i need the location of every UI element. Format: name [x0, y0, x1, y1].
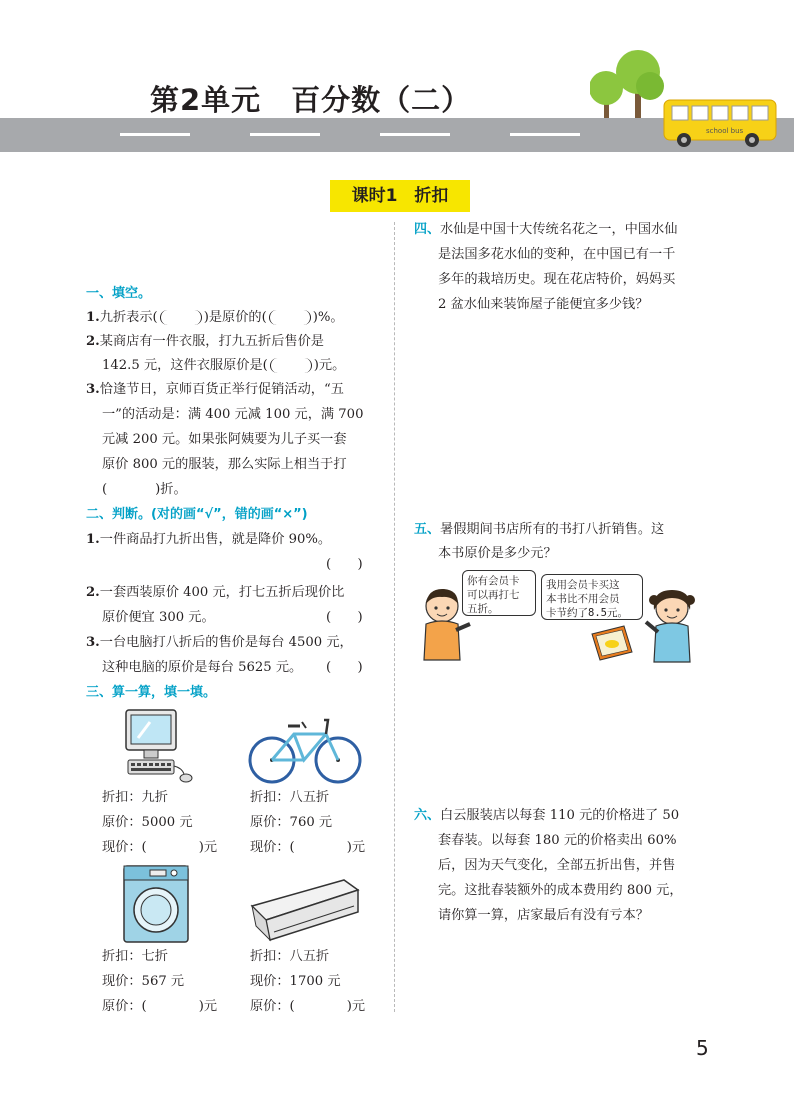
- item-computer-discount: 折扣：九折: [102, 790, 168, 805]
- road-marking: [380, 133, 450, 136]
- book-illustration: [588, 624, 636, 664]
- item-ac-price: 现价：1700 元: [250, 974, 341, 989]
- judgment-bracket[interactable]: ( ): [326, 610, 363, 625]
- s6-line5: 请你算一算，店家最后有没有亏本？: [438, 908, 649, 923]
- computer-illustration: [120, 708, 200, 788]
- bus-label: school bus: [706, 127, 744, 135]
- answer-blank[interactable]: [149, 999, 197, 1014]
- s6-line4: 完。这批春装额外的成本费用约 800 元，: [438, 883, 683, 898]
- item-bicycle-discount: 折扣：八五折: [250, 790, 330, 805]
- s1-q2-line2: 142.5 元，这件衣服原价是( )元。: [102, 358, 346, 373]
- s4-line1: 四、水仙是中国十大传统名花之一，中国水仙: [414, 222, 678, 237]
- lesson-title: 课时1 折扣: [330, 180, 470, 212]
- s5-line2: 本书原价是多少元？: [438, 546, 557, 561]
- s4-line3: 多年的栽培历史。现在花店特价，妈妈买: [438, 272, 676, 287]
- unit-title: 第2单元 百分数（二）: [150, 83, 472, 117]
- item-washer-discount: 折扣：七折: [102, 949, 168, 964]
- road-marking: [120, 133, 190, 136]
- answer-blank[interactable]: [160, 310, 202, 325]
- item-ac-discount: 折扣：八五折: [250, 949, 330, 964]
- page-number: 5: [696, 1036, 709, 1060]
- answer-blank[interactable]: [297, 840, 345, 855]
- section-1-title: 一、填空。: [86, 286, 152, 301]
- item-bicycle-price: 原价：760 元: [250, 815, 333, 830]
- item-washer-price: 现价：567 元: [102, 974, 185, 989]
- s2-q1: 1.一件商品打九折出售，就是降价 90%。: [86, 532, 332, 547]
- s5-line1: 五、暑假期间书店所有的书打八折销售。这: [414, 522, 665, 537]
- judgment-bracket[interactable]: ( ): [326, 660, 363, 675]
- speech-bubble-boy: 你有会员卡 可以再打七 五折。: [462, 570, 536, 616]
- bicycle-illustration: [246, 708, 366, 788]
- s1-q3-line3: 元减 200 元。如果张阿姨要为儿子买一套: [102, 432, 347, 447]
- s1-q1: 1.九折表示( )是原价的( )%。: [86, 310, 344, 325]
- answer-blank[interactable]: [149, 840, 197, 855]
- item-ac-answer: 原价：( )元: [250, 999, 366, 1014]
- s1-q3-line2: 一”的活动是：满 400 元减 100 元，满 700: [102, 407, 364, 422]
- s4-line4: 2 盆水仙来装饰屋子能便宜多少钱？: [438, 297, 649, 312]
- boy-illustration: [416, 584, 476, 664]
- judgment-bracket[interactable]: ( ): [326, 557, 363, 572]
- trees-and-bus-illustration: [590, 40, 794, 152]
- answer-blank[interactable]: [270, 358, 312, 373]
- s6-line3: 后，因为天气变化，全部五折出售，并售: [438, 858, 676, 873]
- s1-q3-line4: 原价 800 元的服装，那么实际上相当于打: [102, 457, 347, 472]
- girl-illustration: [640, 586, 704, 666]
- item-bicycle-answer: 现价：( )元: [250, 840, 366, 855]
- washing-machine-illustration: [120, 864, 192, 944]
- s2-q3-line2: 这种电脑的原价是每台 5625 元。: [102, 660, 303, 675]
- speech-bubble-girl: 我用会员卡买这 本书比不用会员 卡节约了8.5元。: [541, 574, 643, 620]
- section-3-title: 三、算一算，填一填。: [86, 685, 217, 700]
- item-computer-price: 原价：5000 元: [102, 815, 193, 830]
- item-computer-answer: 现价：( )元: [102, 840, 218, 855]
- section-2-title: 二、判断。(对的画“√”，错的画“×”): [86, 507, 308, 522]
- s1-q3: 3.恰逢节日，京师百货正举行促销活动，“五: [86, 382, 344, 397]
- s1-q2: 2.某商店有一件衣服，打九五折后售价是: [86, 334, 324, 349]
- answer-blank[interactable]: [269, 310, 311, 325]
- road-marking: [250, 133, 320, 136]
- item-washer-answer: 原价：( )元: [102, 999, 218, 1014]
- road-marking: [510, 133, 580, 136]
- s4-line2: 是法国多花水仙的变种，在中国已有一千: [438, 247, 676, 262]
- answer-blank[interactable]: [297, 999, 345, 1014]
- s2-q2: 2.一套西装原价 400 元，打七五折后现价比: [86, 585, 345, 600]
- s1-q3-line5: ( )折。: [102, 482, 187, 497]
- s6-line1: 六、白云服装店以每套 110 元的价格进了 50: [414, 808, 680, 823]
- answer-blank[interactable]: [109, 482, 153, 497]
- column-divider: [394, 222, 395, 1012]
- air-conditioner-illustration: [248, 876, 360, 946]
- s2-q3: 3.一台电脑打八折后的售价是每台 4500 元，: [86, 635, 353, 650]
- s2-q2-line2: 原价便宜 300 元。: [102, 610, 215, 625]
- s6-line2: 套春装。以每套 180 元的价格卖出 60%: [438, 833, 677, 848]
